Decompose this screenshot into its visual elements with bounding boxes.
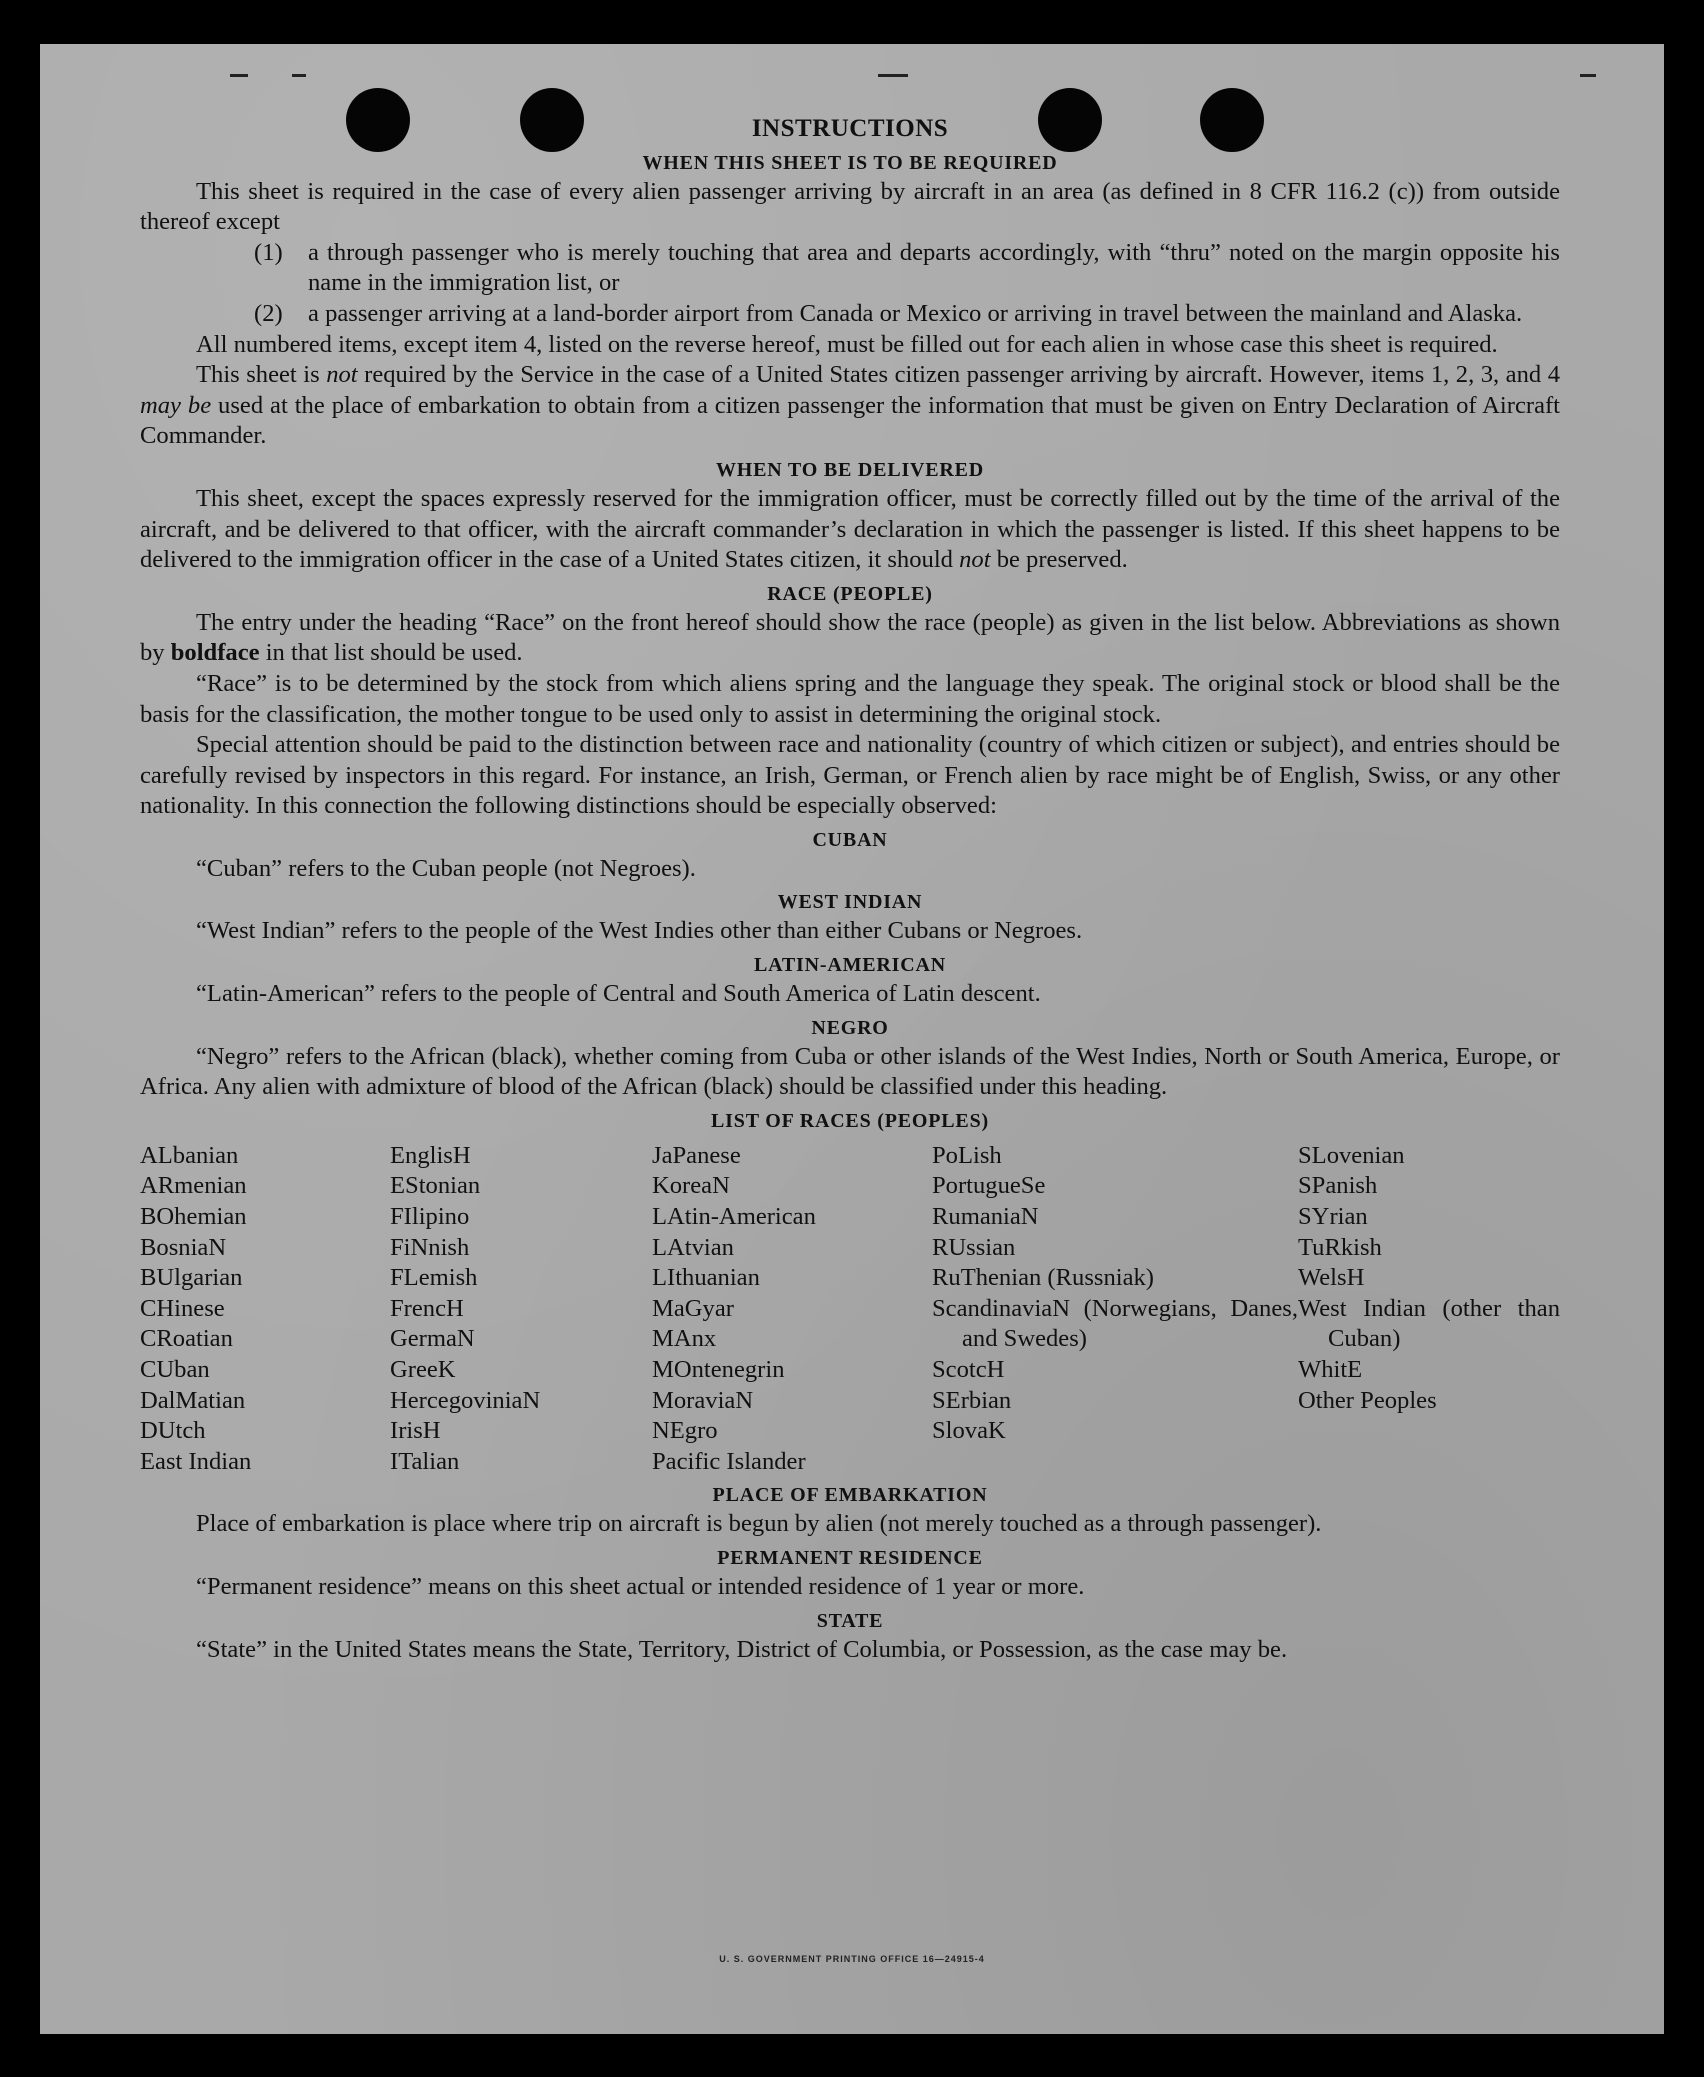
race-entry: BOhemian bbox=[140, 1203, 247, 1231]
document-sheet bbox=[40, 44, 1664, 2034]
race-entry: ScotcH bbox=[932, 1356, 1005, 1383]
page-title: INSTRUCTIONS bbox=[751, 115, 949, 142]
race-entry: DalMatian bbox=[140, 1386, 246, 1414]
race-entry: WhitE bbox=[1298, 1356, 1363, 1383]
race-paragraph-2: “Race” is to be determined by the stock from which aliens spring and the language they speak. The original stock or blood shall be the basis for the classification, the mother tongue to be used only to assist in determining the original stock. bbox=[140, 669, 1560, 728]
delivered-paragraph: This sheet, except the spaces expressly reserved for the immigration officer, must be correctly filled out by the time of the arrival of the aircraft, and be delivered to that officer, with the aircraft commander’s declaration in which the passenger is listed. If this sheet happens to be delivered to the immigration officer in the case of a United States citizen, it should not be preserved. bbox=[140, 484, 1560, 574]
section-heading-state: STATE bbox=[816, 1609, 884, 1632]
race-entry: BosniaN bbox=[140, 1233, 227, 1261]
residence-definition: “Permanent residence” means on this sheet actual or intended residence of 1 year or more. bbox=[196, 1572, 1085, 1600]
race-entry: MOntenegrin bbox=[652, 1356, 785, 1383]
section-heading-embarkation: PLACE OF EMBARKATION bbox=[712, 1484, 988, 1507]
race-entry: Other Peoples bbox=[1298, 1386, 1437, 1414]
race-entry: EStonian bbox=[390, 1172, 481, 1200]
race-column-1 bbox=[140, 1141, 390, 1478]
race-entry: FIlipino bbox=[390, 1203, 470, 1231]
race-entry: LAtvian bbox=[652, 1233, 734, 1261]
race-entry: RuThenian (Russniak) bbox=[932, 1264, 1154, 1292]
race-entry: MaGyar bbox=[652, 1294, 734, 1322]
section-heading-race: RACE (PEOPLE) bbox=[767, 582, 933, 605]
race-column-5 bbox=[1298, 1141, 1560, 1478]
race-entry: JaPanese bbox=[652, 1141, 741, 1169]
race-entry: SPanish bbox=[1298, 1172, 1378, 1200]
section-heading-latin-american: LATIN-AMERICAN bbox=[754, 954, 946, 977]
race-entry: ITalian bbox=[390, 1447, 460, 1475]
race-entry: GermaN bbox=[390, 1325, 475, 1353]
race-entry: BUlgarian bbox=[140, 1264, 243, 1292]
race-entry: TuRkish bbox=[1298, 1233, 1382, 1261]
scan-mark bbox=[292, 74, 306, 77]
list-item: (1) a through passenger who is merely touching that area and departs accordingly, with “thru” noted on the margin opposite his name in the immigration list, or bbox=[254, 238, 1560, 297]
section-heading-cuban: CUBAN bbox=[812, 828, 888, 851]
race-entry: CHinese bbox=[140, 1294, 225, 1322]
numbered-items-paragraph: All numbered items, except item 4, listed on the reverse hereof, must be filled out for each alien in whose case this sheet is required. bbox=[196, 330, 1498, 358]
race-entry: CUban bbox=[140, 1356, 210, 1383]
race-entry: Pacific Islander bbox=[652, 1447, 806, 1475]
race-entry: ARmenian bbox=[140, 1172, 247, 1200]
cuban-definition: “Cuban” refers to the Cuban people (not Negroes). bbox=[196, 854, 696, 882]
race-paragraph-1: The entry under the heading “Race” on the front hereof should show the race (people) as given in the list below. Abbreviations as shown by boldface in that list should be used. bbox=[140, 608, 1560, 667]
race-entry: MoraviaN bbox=[652, 1386, 754, 1414]
section-heading-residence: PERMANENT RESIDENCE bbox=[717, 1546, 983, 1569]
race-entry: LAtin-American bbox=[652, 1203, 816, 1231]
race-entry: FiNnish bbox=[390, 1233, 470, 1261]
race-entry: MAnx bbox=[652, 1325, 717, 1353]
scan-mark bbox=[878, 74, 908, 77]
required-intro: This sheet is required in the case of every alien passenger arriving by aircraft in an area (as defined in 8 CFR 116.2 (c)) from outside thereof except bbox=[140, 177, 1560, 236]
race-entry: ScandinaviaN (Norwegians, Danes, and Swedes) bbox=[932, 1294, 1298, 1353]
race-entry: West Indian (other than Cuban) bbox=[1298, 1294, 1560, 1353]
state-definition: “State” in the United States means the State, Territory, District of Columbia, or Possession, as the case may be. bbox=[196, 1635, 1288, 1663]
list-item: (2) a passenger arriving at a land-border airport from Canada or Mexico or arriving in travel between the mainland and Alaska. bbox=[254, 299, 1523, 327]
citizen-paragraph: This sheet is not required by the Service in the case of a United States citizen passenger arriving by aircraft. However, items 1, 2, 3, and 4 may be used at the place of embarkation to obtain from a citizen passenger the information that must be given on Entry Declaration of Aircraft Commander. bbox=[140, 361, 1561, 450]
race-entry: LIthuanian bbox=[652, 1264, 760, 1292]
race-entry: KoreaN bbox=[652, 1172, 730, 1200]
embarkation-definition: Place of embarkation is place where trip on aircraft is begun by alien (not merely touched as a through passenger). bbox=[196, 1510, 1322, 1538]
race-entry: RumaniaN bbox=[932, 1203, 1039, 1231]
section-heading-west-indian: WEST INDIAN bbox=[777, 891, 923, 914]
race-entry: HercegoviniaN bbox=[390, 1386, 541, 1414]
race-entry: GreeK bbox=[390, 1356, 456, 1383]
west-indian-definition: “West Indian” refers to the people of the West Indies other than either Cubans or Negroes. bbox=[196, 917, 1083, 945]
exception-list bbox=[254, 238, 1560, 330]
latin-american-definition: “Latin-American” refers to the people of Central and South America of Latin descent. bbox=[196, 980, 1041, 1008]
scan-mark bbox=[230, 74, 248, 77]
section-heading-list-of-races: LIST OF RACES (PEOPLES) bbox=[711, 1109, 989, 1132]
race-column-4 bbox=[932, 1141, 1298, 1478]
race-entry: ALbanian bbox=[140, 1141, 239, 1169]
negro-definition: “Negro” refers to the African (black), whether coming from Cuba or other islands of the West Indies, North or South America, Europe, or Africa. Any alien with admixture of blood of the African (black) should be classified under this heading. bbox=[140, 1042, 1560, 1101]
printing-office-footer: U. S. GOVERNMENT PRINTING OFFICE 16—24915-4 bbox=[719, 1954, 985, 1964]
race-entry: EnglisH bbox=[390, 1141, 471, 1169]
race-entry: SYrian bbox=[1298, 1203, 1368, 1231]
section-heading-required: WHEN THIS SHEET IS TO BE REQUIRED bbox=[642, 151, 1058, 174]
race-entry: DUtch bbox=[140, 1417, 206, 1445]
race-entry: SLovenian bbox=[1298, 1141, 1405, 1169]
race-paragraph-3: Special attention should be paid to the distinction between race and nationality (country of which citizen or subject), and entries should be carefully revised by inspectors in this regard. For instance, an Irish, German, or French alien by race might be of English, Swiss, or any other nationality. In this connection the following distinctions should be especially observed: bbox=[140, 731, 1560, 820]
race-column-3 bbox=[652, 1141, 932, 1478]
race-entry: PoLish bbox=[932, 1141, 1002, 1169]
race-entry: East Indian bbox=[140, 1447, 252, 1475]
race-entry: IrisH bbox=[390, 1417, 441, 1445]
race-entry: PortugueSe bbox=[932, 1172, 1046, 1200]
instructions-body bbox=[140, 114, 1560, 1665]
race-entry: FrencH bbox=[390, 1294, 464, 1322]
race-entry: WelsH bbox=[1298, 1264, 1365, 1292]
race-entry: FLemish bbox=[390, 1264, 478, 1292]
race-list bbox=[140, 1141, 1560, 1478]
section-heading-negro: NEGRO bbox=[811, 1016, 889, 1039]
race-entry: SlovaK bbox=[932, 1417, 1006, 1445]
race-entry: RUssian bbox=[932, 1233, 1016, 1261]
race-column-2 bbox=[390, 1141, 652, 1478]
race-entry: SErbian bbox=[932, 1386, 1012, 1414]
section-heading-delivered: WHEN TO BE DELIVERED bbox=[715, 458, 985, 481]
race-entry: CRoatian bbox=[140, 1325, 233, 1353]
race-entry: NEgro bbox=[652, 1417, 718, 1445]
scan-mark bbox=[1580, 74, 1596, 77]
